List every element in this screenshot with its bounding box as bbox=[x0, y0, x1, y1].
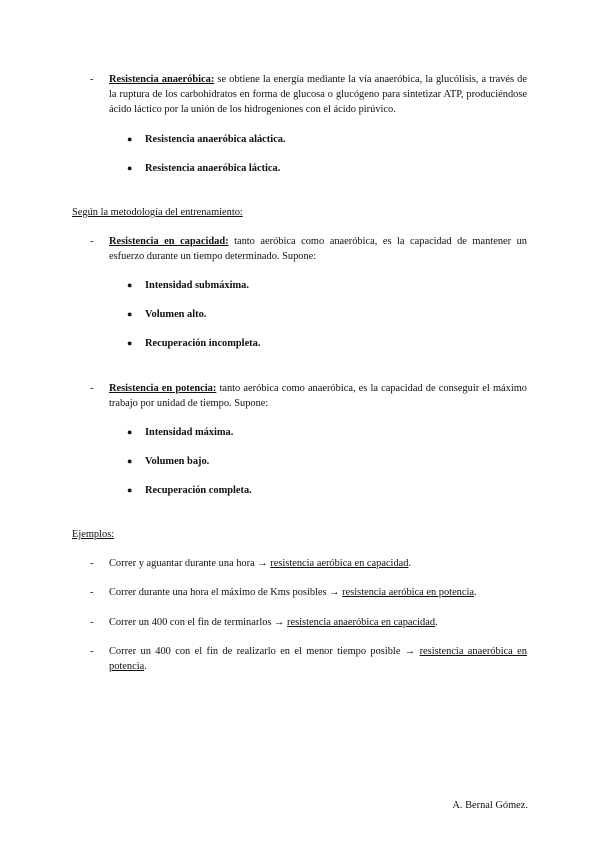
bullet-high-volume: ● Volumen alto. bbox=[127, 309, 207, 320]
example-item: - Correr y aguantar durante una hora → resistencia aeróbica en capacidad. bbox=[90, 558, 412, 569]
anaerobic-resistance-text: Resistencia anaeróbica: se obtiene la energía mediante la vía anaeróbica, la glucólisis, a través de la ruptura de los carbohidratos en forma de glucosa o glucógeno para sintetizar ATP, produciéndose ácido láctico por la unión de los hidrogeniones con el ácido pirúvico. bbox=[109, 74, 527, 115]
capacity-resistance-text: Resistencia en capacidad: tanto aeróbica como anaeróbica, es la capacidad de mantener un esfuerzo durante un tiempo determinado. Supone: bbox=[109, 236, 528, 262]
power-resistance-term: Resistencia en potencia: bbox=[109, 383, 217, 394]
example-result: resistencia aeróbica en potencia bbox=[342, 587, 474, 598]
example-result: resistencia aeróbica en capacidad bbox=[270, 558, 409, 569]
example-result: resistencia anaeróbica en potencia bbox=[109, 646, 527, 672]
bullet-complete-recovery: ● Recuperación completa. bbox=[127, 485, 252, 496]
power-resistance-text: Resistencia en potencia: tanto aeróbica como anaeróbica, es la capacidad de conseguir el máximo trabajo por unidad de tiempo. Supone: bbox=[109, 383, 528, 409]
capacity-resistance-item bbox=[90, 234, 527, 264]
anaerobic-resistance-term: Resistencia anaeróbica: bbox=[109, 74, 215, 85]
bullet-dot-icon: ● bbox=[127, 485, 133, 495]
bullet-dot-icon: ● bbox=[127, 309, 133, 319]
capacity-resistance-term: Resistencia en capacidad: bbox=[109, 236, 229, 247]
bullet-dot-icon: ● bbox=[127, 338, 133, 348]
power-resistance-item bbox=[90, 381, 527, 411]
bullet-low-volume: ● Volumen bajo. bbox=[127, 456, 210, 467]
list-dash: - bbox=[90, 558, 94, 569]
list-dash: - bbox=[90, 587, 94, 598]
bullet-dot-icon: ● bbox=[127, 134, 133, 144]
example-result: resistencia anaeróbica en capacidad bbox=[287, 617, 436, 628]
anaerobic-resistance-item bbox=[90, 72, 527, 117]
bullet-submax-intensity: ● Intensidad submáxima. bbox=[127, 280, 249, 291]
list-dash: - bbox=[90, 383, 94, 394]
bullet-dot-icon: ● bbox=[127, 163, 133, 173]
bullet-dot-icon: ● bbox=[127, 427, 133, 437]
list-dash: - bbox=[90, 236, 94, 247]
bullet-dot-icon: ● bbox=[127, 456, 133, 466]
list-dash: - bbox=[90, 617, 94, 628]
examples-heading: Ejemplos: bbox=[72, 529, 115, 540]
bullet-alactic: ● Resistencia anaeróbica aláctica. bbox=[127, 134, 286, 145]
bullet-incomplete-recovery: ● Recuperación incompleta. bbox=[127, 338, 261, 349]
example-item: - Correr un 400 con el fin de terminarlos → resistencia anaeróbica en capacidad. bbox=[90, 617, 438, 628]
example-item: - Correr durante una hora el máximo de Kms posibles → resistencia aeróbica en potencia. bbox=[90, 587, 477, 598]
list-dash: - bbox=[90, 646, 94, 657]
bullet-max-intensity: ● Intensidad máxima. bbox=[127, 427, 234, 438]
author-footer: A. Bernal Gómez. bbox=[452, 800, 528, 811]
bullet-dot-icon: ● bbox=[127, 280, 133, 290]
list-dash: - bbox=[90, 74, 94, 85]
methodology-heading: Según la metodología del entrenamiento: bbox=[72, 207, 243, 218]
bullet-lactic: ● Resistencia anaeróbica láctica. bbox=[127, 163, 281, 174]
example-item: - Correr un 400 con el fin de realizarlo en el menor tiempo posible → resistencia anaeróbica en potencia. bbox=[90, 646, 527, 672]
